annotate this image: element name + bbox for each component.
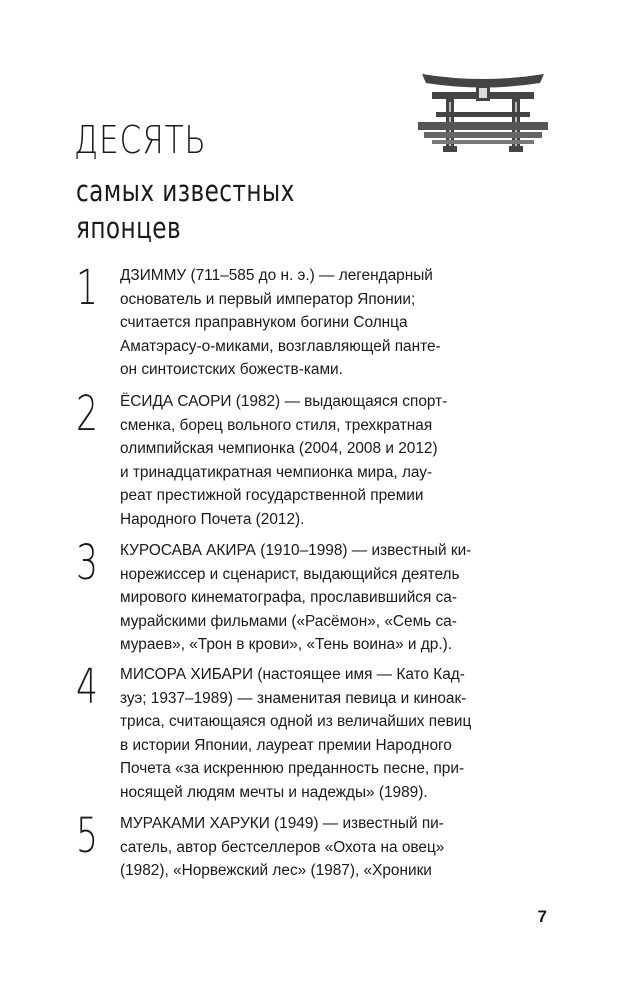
entry-number: 1 [76, 260, 98, 316]
entry-number: 3 [76, 535, 98, 591]
list-item [76, 260, 506, 384]
entry-line: мураев», «Трон в крови», «Тень воина» и др.). [120, 636, 453, 654]
entry-line: Почета «за искреннюю преданность песне, при- [120, 760, 465, 778]
entry-line: КУРОСАВА АКИРА (1910–1998) — известный ки- [120, 542, 472, 559]
entry-line: (1982), «Норвежский лес» (1987), «Хроники [120, 862, 432, 880]
entry-line: ЁСИДА САОРИ (1982) — выдающаяся спорт- [120, 393, 448, 410]
entry-line: он синтоистских божеств-ками. [120, 361, 343, 379]
page-title: ДЕСЯТЬ [74, 118, 207, 162]
entry-text [120, 390, 506, 532]
list-item [76, 659, 506, 808]
entry-line: реат престижной государственной премии [120, 487, 424, 505]
page-subtitle-line-1: самых известных [76, 174, 295, 208]
entry-line: олимпийская чемпионка (2004, 2008 и 2012) [120, 440, 438, 458]
entry-line: МИСОРА ХИБАРИ (настоящее имя — Като Кад- [120, 666, 465, 683]
entry-line: сатель, автор бестселлеров «Охота на овец» [120, 838, 445, 856]
list-item [76, 386, 506, 535]
entry-number: 5 [76, 808, 98, 864]
entry-line: Аматэрасу-о-миками, возглавляющей панте- [120, 337, 441, 355]
entry-line: считается праправнуком богини Солнца [120, 314, 408, 332]
entry-text [120, 663, 506, 805]
entry-line: мурайскими фильмами («Расёмон», «Семь са- [120, 612, 457, 630]
list-item [76, 808, 506, 892]
page-number: 7 [537, 907, 547, 926]
entry-text [120, 812, 506, 883]
entry-line: мирового кинематографа, прославившийся са- [120, 589, 457, 607]
entry-line: МУРАКАМИ ХАРУКИ (1949) — известный пи- [120, 815, 444, 832]
entry-line: норежиссер и сценарист, выдающийся деятель [120, 565, 460, 583]
entry-line: в истории Японии, лауреат премии Народного [120, 736, 452, 754]
torii-gate-icon [418, 66, 548, 158]
list-item [76, 535, 506, 659]
entry-line: основатель и первый император Японии; [120, 290, 416, 308]
entry-text [120, 539, 506, 657]
entry-text [120, 264, 506, 382]
entry-line: сменка, борец вольного стиля, трехкратная [120, 416, 433, 434]
entry-line: зуэ; 1937–1989) — знаменитая певица и киноак- [120, 689, 467, 707]
page-subtitle-line-2: японцев [76, 211, 182, 245]
entry-line: Народного Почета (2012). [120, 510, 305, 528]
entry-line: триса, считающаяся одной из величайших певиц [120, 713, 472, 731]
entry-number: 2 [76, 386, 98, 442]
entry-line: носящей людям мечты и надежды» (1989). [120, 783, 428, 801]
entry-line: и тринадцатикратная чемпионка мира, лау- [120, 463, 433, 481]
entry-number: 4 [76, 659, 98, 715]
entry-line: ДЗИММУ (711–585 до н. э.) — легендарный [120, 267, 433, 284]
